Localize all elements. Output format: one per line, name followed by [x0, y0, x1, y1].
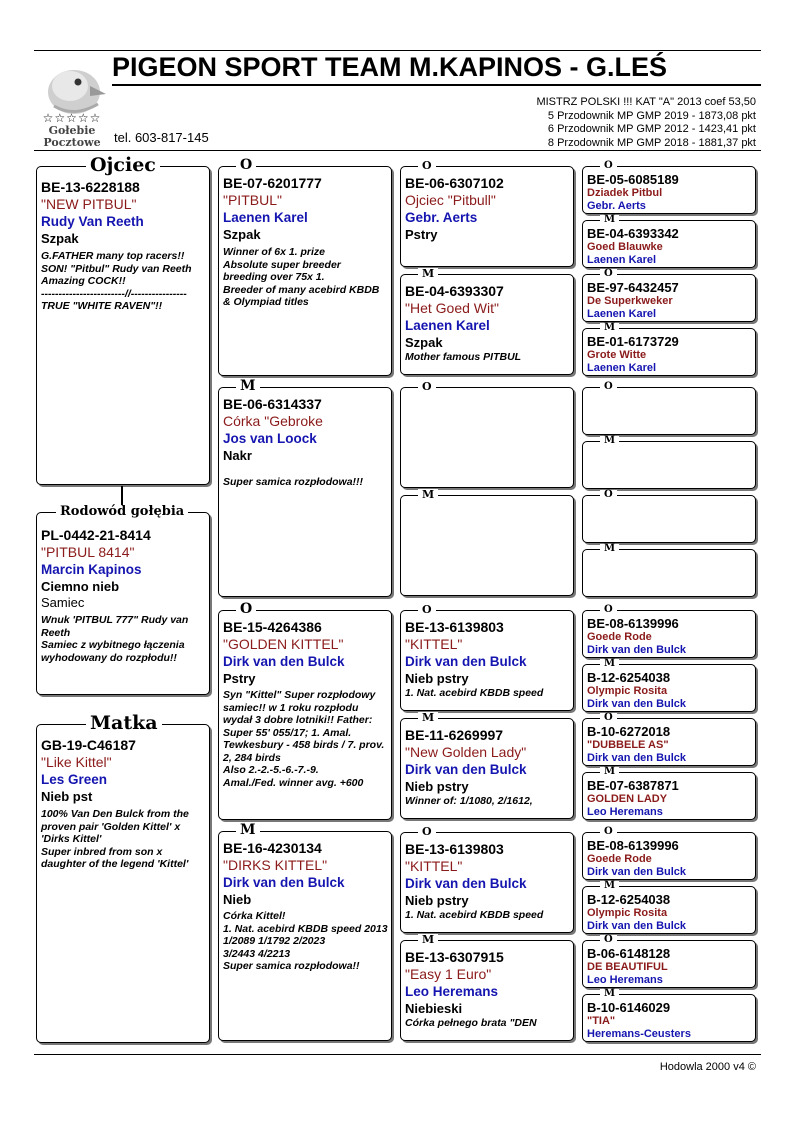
header-rule: [34, 150, 761, 151]
dsd-box: [400, 718, 574, 819]
breeder: Dirk van den Bulck: [223, 875, 345, 890]
ring-number: BE-06-6307102: [405, 175, 504, 191]
dsss-box: [582, 610, 756, 658]
sex-label-m: M: [418, 712, 438, 723]
box-content: [587, 670, 752, 711]
breeder: Dirk van den Bulck: [405, 876, 527, 891]
breeder: Dirk van den Bulck: [587, 920, 687, 932]
pigeon-color: Nieb pst: [41, 789, 93, 804]
ddd-box: [400, 940, 574, 1041]
sdd-box-empty: [400, 495, 574, 596]
ring-number: B-12-6254038: [587, 670, 671, 685]
sss-box: [400, 166, 574, 267]
achievement-line: 8 Przodownik MP GMP 2018 - 1881,37 pkt: [547, 136, 756, 149]
sex-label-m: M: [600, 544, 619, 554]
dam-box: [36, 724, 210, 1043]
pigeon-note: G.FATHER many top racers!! SON! "Pitbul" Rudy van Reeth Amazing COCK!! ------------------------//---------------- TRUE "WHITE RAVEN"!!: [41, 250, 192, 312]
breeder: Dirk van den Bulck: [223, 654, 345, 669]
breeder: Dirk van den Bulck: [587, 752, 687, 764]
pigeon-color: Nieb pstry: [405, 671, 469, 686]
sex-label-m: M: [600, 881, 619, 891]
pigeon-name: "PITBUL": [223, 192, 282, 208]
pigeon-name: Dziadek Pitbul: [587, 187, 663, 199]
pigeon-sex: Samiec: [41, 595, 85, 610]
sex-label-o: O: [418, 826, 436, 837]
pigeon-note: Super samica rozpłodowa!!!: [223, 476, 364, 488]
empty-box: [582, 387, 756, 435]
ddss-box: [582, 832, 756, 880]
breeder: Jos van Loock: [223, 431, 317, 446]
box-content: [587, 778, 752, 819]
ddsd-box: [582, 886, 756, 934]
pigeon-name: "KITTEL": [405, 636, 463, 652]
breeder: Marcin Kapinos: [41, 562, 142, 577]
pigeon-name: Goed Blauwke: [587, 241, 663, 253]
breeder: Leo Heremans: [405, 984, 499, 999]
ring-number: BE-01-6173729: [587, 334, 679, 349]
breeder: Dirk van den Bulck: [587, 698, 687, 710]
sex-label-m: M: [600, 436, 619, 446]
ssd-box: [400, 274, 574, 375]
sex-label-o: O: [600, 490, 617, 500]
pigeon-name: Olympic Rosita: [587, 685, 668, 697]
box-content: [587, 334, 752, 375]
ring-number: BE-07-6387871: [587, 778, 679, 793]
dam-label: Matka: [86, 714, 162, 733]
pigeon-name: "TIA": [587, 1015, 616, 1027]
breeder: Laenen Karel: [405, 318, 490, 333]
ring-number: BE-11-6269997: [405, 727, 504, 743]
sex-label-o: O: [418, 381, 436, 392]
achievement-line: 6 Przodownik MP GMP 2012 - 1423,41 pkt: [547, 123, 756, 135]
pigeon-name: "DUBBELE AS": [587, 739, 669, 751]
breeder: Dirk van den Bulck: [587, 866, 687, 878]
pedigree-box: [36, 512, 210, 695]
breeder: Rudy Van Reeth: [41, 214, 144, 229]
box-content: [587, 226, 752, 267]
box-content: [587, 172, 752, 213]
pigeon-note: Syn "Kittel" Super rozpłodowy samiec!! w 1 roku rozpłodu wydał 3 dobre lotniki!! Father: Super 55' 055/17; 1. Amal. Tewkesbury - 458 birds / 7. prov. 2, 284 birds Also 2.-2.-5.-6.-7.-9. Amal./Fed. winner avg. +600: [223, 689, 385, 789]
telephone: tel. 603-817-145: [114, 130, 209, 145]
sex-label-o: O: [600, 827, 617, 837]
breeder: Laenen Karel: [223, 210, 308, 225]
dam-sire-box: [218, 610, 392, 820]
pigeon-color: Ciemno nieb: [41, 579, 120, 594]
pigeon-head-icon: [34, 58, 110, 118]
breeder: Dirk van den Bulck: [405, 654, 527, 669]
sire-label: Ojciec: [86, 156, 160, 175]
sex-label-m: M: [600, 323, 619, 333]
logo-stars: ☆☆☆☆☆: [42, 111, 102, 125]
pigeon-note: Wnuk 'PITBUL 777" Rudy van Reeth Samiec z wybitnego łączenia wyhodowany do rozpłodu!!: [41, 614, 189, 664]
ssss-box: [582, 166, 756, 214]
box-content: [587, 724, 752, 765]
box-content: [223, 840, 388, 973]
ring-number: B-10-6272018: [587, 724, 671, 739]
sex-label-m: M: [600, 659, 619, 669]
empty-box: [582, 441, 756, 489]
pigeon-name: Olympic Rosita: [587, 907, 668, 919]
pigeon-name: "KITTEL": [405, 858, 463, 874]
sex-label-o: O: [418, 604, 436, 615]
pigeon-color: Pstry: [405, 227, 438, 242]
pigeon-name: "GOLDEN KITTEL": [223, 636, 344, 652]
sex-label-o: O: [600, 713, 617, 723]
sex-label-m: M: [600, 767, 619, 777]
sex-label-m: M: [600, 215, 619, 225]
sex-label-m: M: [236, 823, 260, 837]
pigeon-color: Szpak: [41, 231, 79, 246]
sex-label-m: M: [418, 489, 438, 500]
pigeon-note: 1. Nat. acebird KBDB speed: [405, 909, 544, 921]
ring-number: BE-05-6085189: [587, 172, 679, 187]
ring-number: BE-97-6432457: [587, 280, 679, 295]
breeder: Leo Heremans: [587, 974, 663, 986]
box-content: [587, 892, 752, 933]
sex-label-o: O: [236, 602, 256, 616]
box-content: [587, 838, 752, 879]
achievements: [536, 96, 756, 150]
achievement-line: 5 Przodownik MP GMP 2019 - 1873,08 pkt: [547, 109, 756, 122]
dds-box: [400, 832, 574, 933]
top-rule: [34, 50, 761, 51]
ring-number: BE-08-6139996: [587, 616, 679, 631]
breeder: Les Green: [41, 772, 108, 787]
pigeon-name: De Superkweker: [587, 295, 673, 307]
pigeon-note: Winner of: 1/1080, 2/1612,: [405, 795, 533, 807]
box-content: [405, 283, 570, 364]
dam-dam-box: [218, 831, 392, 1041]
pigeon-name: "NEW PITBUL": [41, 196, 137, 212]
pigeon-name: "DIRKS KITTEL": [223, 857, 328, 873]
ring-number: GB-19-C46187: [41, 737, 136, 753]
box-content: [405, 841, 570, 922]
ring-number: BE-13-6139803: [405, 619, 504, 635]
box-content: [587, 946, 752, 987]
pigeon-note: Córka Kittel! 1. Nat. acebird KBDB speed 2013 1/2089 1/1792 2/2023 3/2443 4/2213 Super samica rozpłodowa!!: [223, 910, 388, 972]
pigeon-color: Szpak: [405, 335, 443, 350]
ring-number: BE-13-6228188: [41, 179, 140, 195]
box-content: [405, 727, 570, 808]
footer-text: Hodowla 2000 v4 ©: [659, 1061, 756, 1073]
sex-label-m: M: [418, 934, 438, 945]
pigeon-color: Nieb pstry: [405, 779, 469, 794]
sex-label-m: M: [418, 268, 438, 279]
pigeon-color: Pstry: [223, 671, 256, 686]
box-content: [587, 1000, 752, 1041]
pigeon-name: Goede Rode: [587, 853, 652, 865]
pigeon-note: Córka pełnego brata "DEN: [405, 1017, 537, 1029]
pigeon-color: Nieb pstry: [405, 893, 469, 908]
pigeon-name: GOLDEN LADY: [587, 793, 668, 805]
ring-number: B-10-6146029: [587, 1000, 671, 1015]
breeder: Laenen Karel: [587, 308, 657, 320]
pigeon-color: Szpak: [223, 227, 261, 242]
ring-number: BE-15-4264386: [223, 619, 322, 635]
ring-number: BE-13-6307915: [405, 949, 504, 965]
ring-number: BE-08-6139996: [587, 838, 679, 853]
pigeon-name: DE BEAUTIFUL: [587, 961, 668, 973]
pigeon-name: "Easy 1 Euro": [405, 966, 492, 982]
sex-label-m: M: [236, 379, 260, 393]
pigeon-name: "New Golden Lady": [405, 744, 527, 760]
sex-label-o: O: [600, 382, 617, 392]
breeder: Heremans-Ceusters: [587, 1028, 691, 1040]
pigeon-name: Grote Witte: [587, 349, 647, 361]
sire-sire-box: [218, 166, 392, 376]
pigeon-note: 1. Nat. acebird KBDB speed: [405, 687, 544, 699]
ring-number: BE-07-6201777: [223, 175, 322, 191]
pigeon-note: Winner of 6x 1. prize Absolute super breeder breeding over 75x 1. Breeder of many acebird KBDB & Olympiad titles: [223, 246, 380, 308]
breeder: Gebr. Aerts: [587, 200, 646, 212]
box-content: [587, 616, 752, 657]
pigeon-name: "Like Kittel": [41, 754, 112, 770]
dss-box: [400, 610, 574, 711]
sire-box: [36, 166, 210, 485]
sire-content: [41, 179, 206, 313]
dddd-box: [582, 994, 756, 1042]
pigeon-name: Goede Rode: [587, 631, 652, 643]
title-underline: [112, 84, 761, 86]
box-content: [223, 619, 388, 789]
pigeon-note: Mother famous PITBUL: [405, 351, 522, 363]
pigeon-name: Córka "Gebroke: [223, 413, 323, 429]
box-content: [587, 280, 752, 321]
dam-content: [41, 737, 206, 871]
sssd-box: [582, 220, 756, 268]
pigeon-name: "Het Goed Wit": [405, 300, 499, 316]
footer-rule: [34, 1054, 761, 1055]
box-content: [405, 619, 570, 700]
breeder: Leo Heremans: [587, 806, 663, 818]
ring-number: B-12-6254038: [587, 892, 671, 907]
ring-number: BE-06-6314337: [223, 396, 322, 412]
box-content: [405, 949, 570, 1030]
pigeon-name: "PITBUL 8414": [41, 544, 135, 560]
sex-label-o: O: [236, 158, 256, 172]
empty-box: [582, 549, 756, 597]
ring-number: BE-04-6393342: [587, 226, 679, 241]
sex-label-o: O: [600, 269, 617, 279]
dsds-box: [582, 718, 756, 766]
ring-number: PL-0442-21-8414: [41, 527, 151, 543]
breeder: Dirk van den Bulck: [405, 762, 527, 777]
dssd-box: [582, 664, 756, 712]
achievement-line: MISTRZ POLSKI !!! KAT "A" 2013 coef 53,50: [536, 96, 756, 108]
ring-number: BE-13-6139803: [405, 841, 504, 857]
breeder: Gebr. Aerts: [405, 210, 478, 225]
pedigree-content: [41, 527, 206, 664]
logo-text-1: Gołebie: [48, 124, 96, 137]
page-title: PIGEON SPORT TEAM M.KAPINOS - G.LEŚ: [112, 52, 668, 82]
ddds-box: [582, 940, 756, 988]
breeder: Laenen Karel: [587, 362, 657, 374]
box-content: [405, 175, 570, 243]
sire-dam-box: [218, 387, 392, 597]
dsdd-box: [582, 772, 756, 820]
pigeon-color: Nieb: [223, 892, 252, 907]
ssdd-box: [582, 328, 756, 376]
pigeon-note: 100% Van Den Bulck from the proven pair 'Golden Kittel' x 'Dirks Kittel' Super inbred from son x daughter of the legend 'Kittel': [41, 808, 189, 870]
sex-label-o: O: [418, 160, 436, 171]
logo: [34, 58, 110, 148]
pigeon-name: Ojciec "Pitbull": [405, 192, 496, 208]
box-content: [223, 175, 388, 309]
breeder: Laenen Karel: [587, 254, 657, 266]
box-content: [223, 396, 388, 489]
logo-text-2: Pocztowe: [43, 136, 101, 149]
sds-box-empty: [400, 387, 574, 488]
pigeon-color: Nakr: [223, 448, 252, 463]
ring-number: BE-04-6393307: [405, 283, 504, 299]
sex-label-m: M: [600, 989, 619, 999]
empty-box: [582, 495, 756, 543]
ssds-box: [582, 274, 756, 322]
sex-label-o: O: [600, 605, 617, 615]
ring-number: BE-16-4230134: [223, 840, 322, 856]
sex-label-o: O: [600, 935, 617, 945]
sex-label-o: O: [600, 161, 617, 171]
ring-number: B-06-6148128: [587, 946, 671, 961]
pigeon-color: Niebieski: [405, 1001, 463, 1016]
pedigree-label: Rodowód gołębia: [56, 505, 188, 518]
breeder: Dirk van den Bulck: [587, 644, 687, 656]
